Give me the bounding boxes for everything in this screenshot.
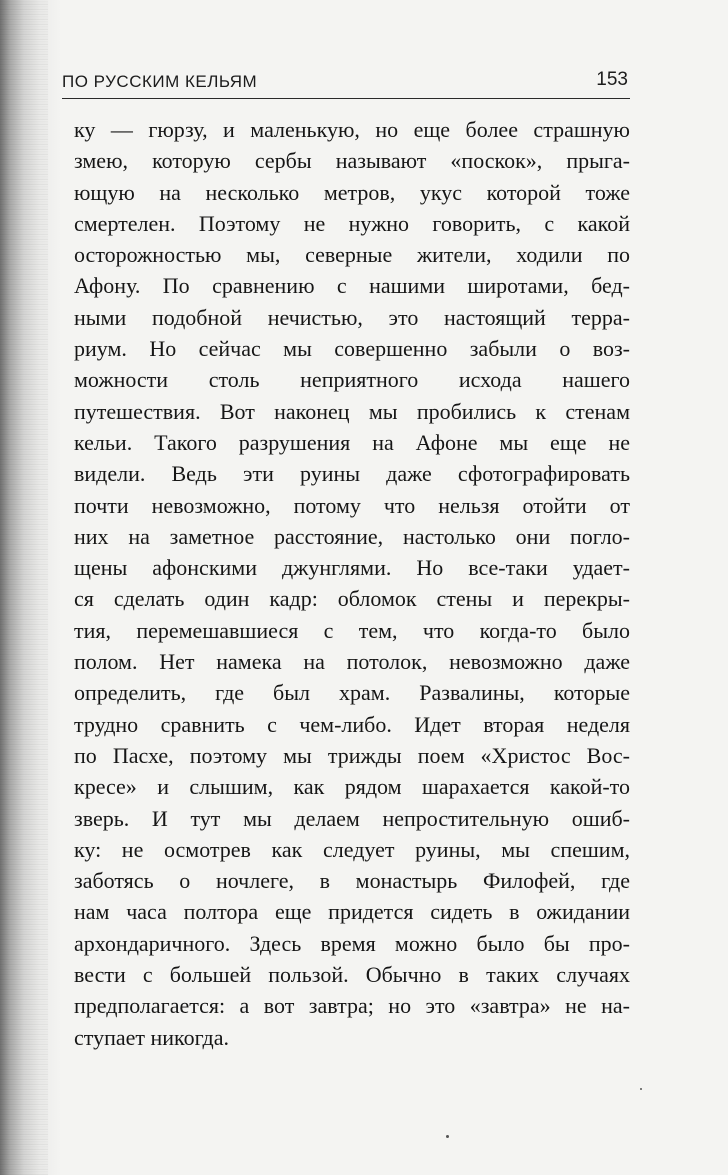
text-line: ку — гюрзу, и маленькую, но еще более страшную (74, 117, 630, 142)
text-line: кельи. Такого разрушения на Афоне мы еще не (74, 429, 630, 455)
text-line: видели. Ведь эти руины даже сфотографировать (74, 461, 630, 487)
text-line: вести с большей пользой. Обычно в таких случаях (74, 962, 630, 988)
text-line: предполагается: а вот завтра; но это «завтра» не на- (74, 993, 630, 1019)
text-line: архондаричного. Здесь время можно было бы про- (74, 930, 630, 956)
text-line: ющую на несколько метров, укус которой тоже (74, 179, 630, 205)
scan-speck (446, 1135, 449, 1138)
text-line: ными подобной нечистью, это настоящий терра- (74, 304, 630, 330)
running-header (62, 68, 630, 99)
text-line: Афону. По сравнению с нашими широтами, бед- (74, 273, 630, 299)
text-line: тия, перемешавшиеся с тем, что когда-то было (74, 617, 630, 643)
text-line: по Пасхе, поэтому мы трижды поем «Христос Вос- (74, 742, 630, 768)
text-line: зверь. И тут мы делаем непростительную ошиб- (74, 805, 630, 831)
chapter-title: ПО РУССКИМ КЕЛЬЯМ (62, 72, 258, 91)
text-line: риум. Но сейчас мы совершенно забыли о воз- (74, 336, 630, 362)
text-line: определить, где был храм. Развалины, которые (74, 680, 630, 706)
text-line: нам часа полтора еще придется сидеть в ожидании (74, 899, 630, 925)
text-line: ся сделать один кадр: обломок стены и перекры- (74, 586, 630, 612)
text-line: ку: не осмотрев как следует руины, мы спешим, (74, 836, 630, 862)
text-line: почти невозможно, потому что нельзя отойти от (74, 492, 630, 518)
page-number: 153 (596, 69, 628, 90)
page-spine-shadow (0, 0, 48, 1175)
text-line: ступает никогда. (74, 1024, 230, 1050)
body-text (74, 114, 630, 1053)
text-line: полом. Нет намека на потолок, невозможно даже (74, 649, 630, 675)
text-line: трудно сравнить с чем-либо. Идет вторая неделя (74, 711, 630, 737)
text-line: кресе» и слышим, как рядом шарахается какой-то (74, 774, 630, 800)
text-line: смертелен. Поэтому не нужно говорить, с какой (74, 210, 630, 236)
text-line: них на заметное расстояние, настолько они погло- (74, 523, 630, 549)
text-line: осторожностью мы, северные жители, ходили по (74, 242, 630, 268)
text-line: заботясь о ночлеге, в монастырь Филофей, где (74, 868, 630, 894)
text-line: можности столь неприятного исхода нашего (74, 367, 630, 393)
scan-speck (640, 1088, 642, 1090)
text-line: змею, которую сербы называют «поскок», прыга- (74, 148, 630, 174)
text-line: щены афонскими джунглями. Но все-таки удает- (74, 555, 630, 581)
text-line: путешествия. Вот наконец мы пробились к стенам (74, 398, 630, 424)
